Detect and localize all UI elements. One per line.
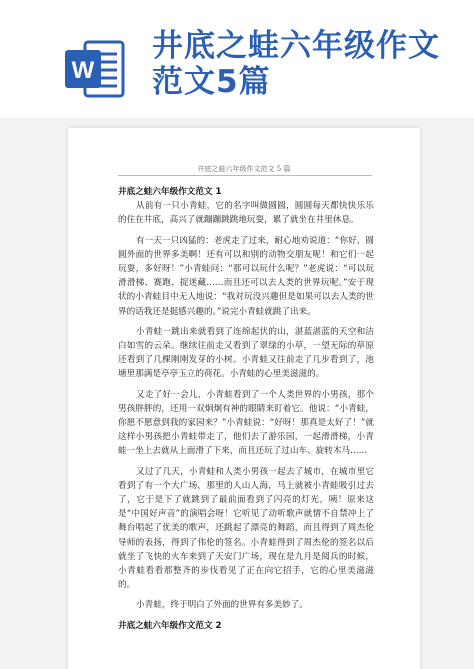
svg-text:W: W <box>71 57 95 84</box>
document-page <box>68 128 420 669</box>
paragraph: 小青蛙一跳出来就看到了连绵起伏的山，湛蓝湛蓝的天空和洁白如雪的云朵。继续往前走又看到了翠绿的小草，一望无际的草原还看到了几棵刚刚发芽的小树。小青蛙又往前走了几步看到了，池塘里那满是亭亭玉立的荷花。小青蛙的心里美滋滋的。 <box>118 326 374 380</box>
title-banner <box>0 0 474 118</box>
section-heading: 井底之蛙六年级作文范文 2 <box>118 620 222 631</box>
section-heading: 井底之蛙六年级作文范文 1 <box>118 187 222 197</box>
paragraph: 小青蛙，终于明白了外面的世界有多美妙了。 <box>136 600 308 611</box>
document-header: 井底之蛙六年级作文范文 5 篇 <box>197 165 291 173</box>
page-title: 井底之蛙六年级作文范文5篇 <box>152 28 440 100</box>
document-body <box>118 185 374 633</box>
paragraph: 又过了几天，小青蛙和人类小男孩一起去了城市，在城市里它看到了有一个大广场，那里的人山人海，马上就被小青蛙吸引过去了，它于是下了就跳到了最前面看到了闪亮的灯光，咦！原来这是“中国好声音”的演唱会呀！它听见了动听歌声就情不自禁冲上了舞台唱起了优美的歌声，还跳起了漂亮的舞蹈，而且得到了周杰伦导师的表扬，得到了伟伦的签名。小青蛙得到了周杰伦的签名以后就坐了飞快的火车来到了天安门广场，现在是九月是阅兵的时候，小青蛙看看那整齐的步伐看见了正在向它招手，它的心里美滋滋的。 <box>118 466 374 591</box>
paragraph: 从前有一只小青蛙，它的名字叫做圆圆，圆圆每天都快快乐乐的住在井底，高兴了就蹦蹦跳跳地玩耍，累了就坐在井里休息。 <box>118 201 374 226</box>
paragraph: 又走了好一会儿，小青蛙看到了一个人类世界的小男孩，那个男孩胖胖的，还用一双炯炯有神的眼睛来盯着它。他说：“小青蛙，你愿不愿意到我的家园来？”小青蛙说：“好呀！那真是太好了！”就这样小男孩把小青蛙带走了，他们去了游乐园，一起滑滑梯，小青蛙一坐上去就从上面滑了下来，而且还玩了过山车、旋转木马…… <box>118 389 374 457</box>
word-document-icon <box>65 40 125 98</box>
header-divider <box>118 175 372 176</box>
paragraph: 有一天一只凶猛的：老虎走了过来，耐心地劝说道：“你好，圆圆外面的世界多美啊！还有可以和别的动物交朋友呢！和它们一起玩耍，多好呀！”小青蛙问：“那可以玩什么呢？”老虎说：“可以玩滑滑梯、赛跑、捉迷藏……而且还可以去人类的世界玩呢。”安于现状的小青蛙目中无人地说：“我对玩没兴趣但是如果可以去人类的世界的话我还是挺感兴趣的。”说完小青蛙就跳了出来。 <box>118 235 374 317</box>
